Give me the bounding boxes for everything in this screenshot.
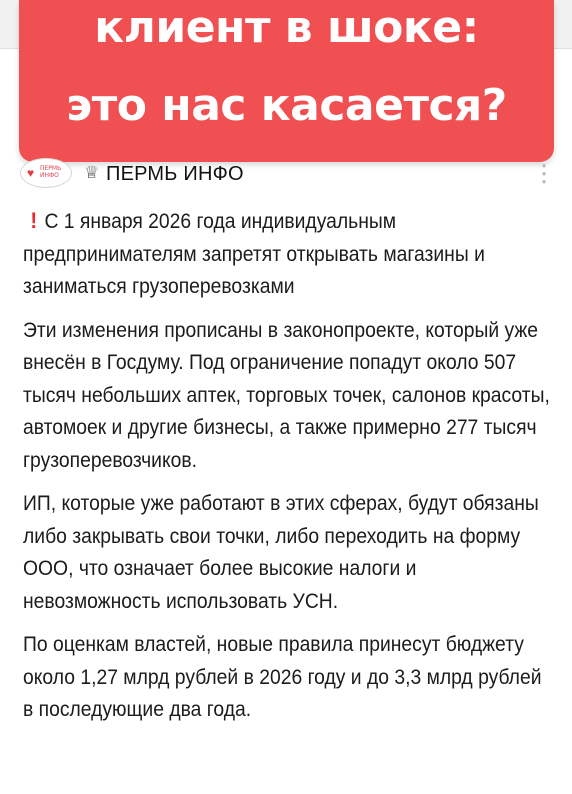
avatar-logo-text: ПЕРМЬ ИНФО xyxy=(40,165,62,179)
channel-avatar[interactable] xyxy=(20,158,72,188)
heart-icon: ♥ xyxy=(27,166,35,180)
banner-line-1: клиент в шоке: xyxy=(94,2,479,53)
channel-name[interactable]: ПЕРМЬ ИНФО xyxy=(106,163,244,185)
paragraph-text: По оценкам властей, новые правила принесут бюджету около 1,27 млрд рублей в 2026 году и до 3,3 млрд рублей в последующие два года. xyxy=(23,633,542,721)
post-paragraph-2 xyxy=(23,315,553,478)
post-paragraph-1 xyxy=(23,205,553,304)
alert-icon: ! xyxy=(30,208,38,233)
post-header xyxy=(20,158,560,194)
post-paragraph-4 xyxy=(23,629,553,727)
crown-icon: ♕ xyxy=(84,163,100,182)
paragraph-text: С 1 января 2026 года индивидуальным предпринимателям запретят открывать магазины и заниматься грузоперевозками xyxy=(23,210,485,298)
paragraph-text: Эти изменения прописаны в законопроекте, который уже внесён в Госдуму. Под ограничение попадут около 507 тысяч небольших аптек, торговых точек, салонов красоты, автомоек и другие бизнесы, а также примерно 277 тысяч грузоперевозчиков. xyxy=(23,318,550,472)
post-text-wrapper xyxy=(23,205,553,738)
paragraph-text: ИП, которые уже работают в этих сферах, будут обязаны либо закрывать свои точки, либо переходить на форму ООО, что означает более высокие налоги и невозможность использовать УСН. xyxy=(23,492,539,613)
post-body xyxy=(23,205,553,738)
banner-line-2: это нас касается? xyxy=(66,80,507,131)
more-vertical-icon[interactable]: ● ● ● xyxy=(541,161,547,186)
post-paragraph-3 xyxy=(23,488,553,618)
headline-banner xyxy=(19,0,554,162)
